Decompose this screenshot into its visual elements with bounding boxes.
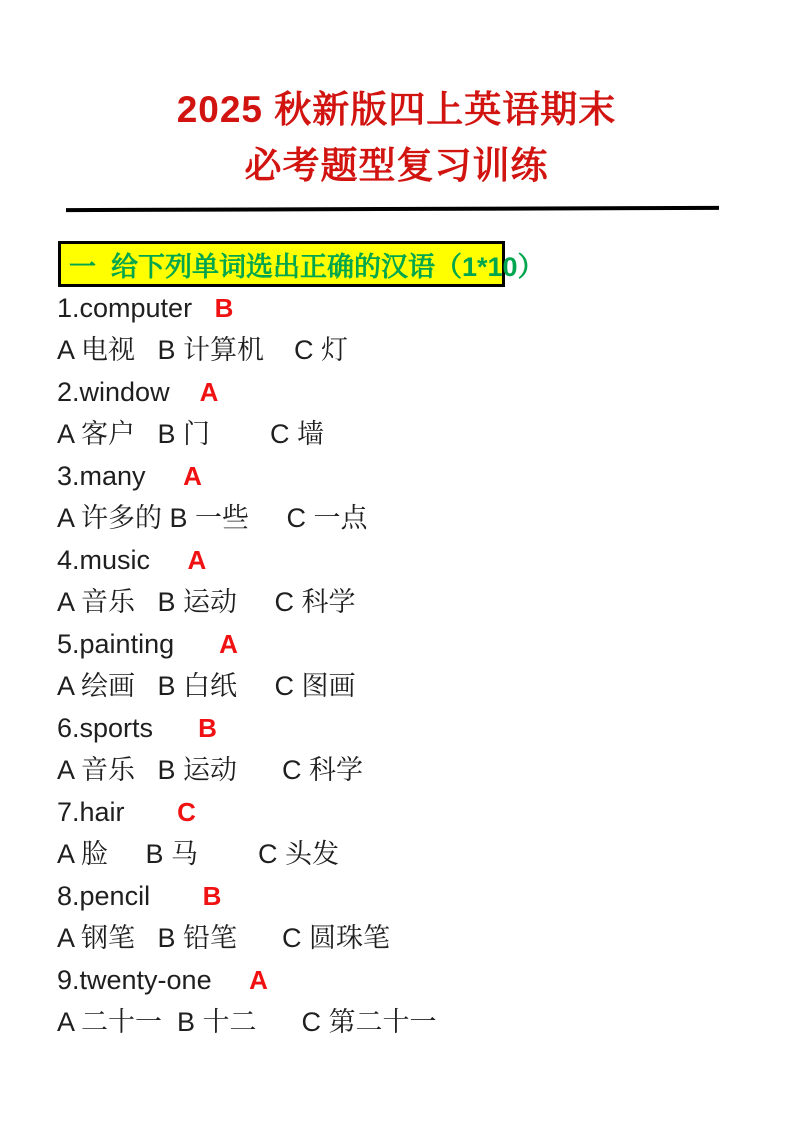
section-one-header — [58, 241, 545, 287]
answer-letter-6: B — [198, 713, 217, 743]
question-options-9: A 二十一 B 十二 C 第二十一 — [57, 1007, 437, 1037]
question-line-1 — [57, 287, 763, 329]
question-line-6 — [57, 707, 763, 749]
question-options-6: A 音乐 B 运动 C 科学 — [57, 755, 364, 785]
question-options-7: A 脸 B 马 C 头发 — [57, 839, 340, 869]
question-line-9 — [57, 959, 763, 1001]
answer-letter-2: A — [199, 377, 219, 407]
answer-letter-7: C — [177, 797, 196, 827]
question-options-1: A 电视 B 计算机 C 灯 — [57, 335, 349, 365]
question-line-2 — [57, 371, 763, 413]
question-options-5: A 绘画 B 白纸 C 图画 — [57, 671, 356, 701]
question-options-3: A 许多的 B 一些 C 一点 — [57, 503, 368, 533]
answer-letter-3: A — [183, 461, 202, 491]
title-divider-rule — [66, 206, 719, 212]
document-title — [0, 82, 793, 194]
question-options-2: A 客户 B 门 C 墙 — [57, 419, 325, 449]
question-line-3 — [57, 455, 763, 497]
answer-letter-5: A — [219, 629, 238, 659]
question-options-8: A 钢笔 B 铅笔 C 圆珠笔 — [57, 923, 391, 953]
question-line-7 — [57, 791, 763, 833]
question-text-9: 9.twenty-one — [57, 965, 250, 995]
question-text-5: 5.painting — [57, 629, 220, 659]
section-one-header-label: 一 给下列单词选出正确的汉语（1*10） — [69, 251, 545, 282]
question-list — [57, 287, 763, 1043]
question-line-5 — [57, 623, 763, 665]
question-line-4 — [57, 539, 763, 581]
question-text-8: 8.pencil — [57, 881, 203, 911]
title-line-2: 必考题型复习训练 — [244, 145, 549, 186]
answer-letter-1: B — [214, 293, 234, 323]
answer-letter-9: A — [249, 965, 268, 995]
question-text-4: 4.music — [57, 545, 188, 575]
answer-letter-4: A — [187, 545, 207, 575]
question-text-2: 2.window — [57, 377, 200, 407]
question-text-7: 7.hair — [57, 797, 178, 827]
question-options-4: A 音乐 B 运动 C 科学 — [57, 587, 356, 617]
answer-letter-8: B — [202, 881, 222, 911]
question-text-3: 3.many — [57, 461, 184, 491]
title-line-1: 2025 秋新版四上英语期末 — [176, 89, 617, 130]
question-line-8 — [57, 875, 763, 917]
question-text-1: 1.computer — [57, 293, 215, 323]
question-text-6: 6.sports — [57, 713, 199, 743]
